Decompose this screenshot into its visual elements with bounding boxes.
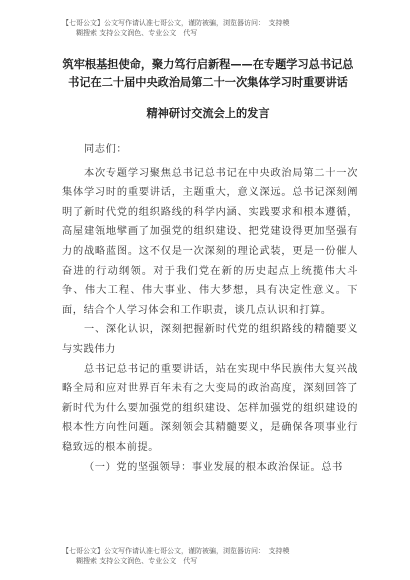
document-subtitle: 精神研讨交流会上的发言: [146, 107, 270, 120]
footer-note-line: 糊搜索 支持公文润色、专业公文 代写: [76, 557, 198, 565]
header-watermark-note: [62, 18, 362, 38]
footer-note-line: 【七哥公文】公文写作请认准七哥公文，谨防被骗，浏览器访问： 支持模: [62, 547, 290, 555]
title-line: 书记在二十届中央政治局第二十一次集体学习时重要讲话: [68, 76, 348, 89]
section-heading: 一、深化认识，深刻把握新时代党的组织路线的精髓要义与实践伟力: [62, 324, 358, 355]
header-note-line: 【七哥公文】公文写作请认准七哥公文，谨防被骗，浏览器访问： 支持模: [62, 19, 290, 27]
greeting: 同志们：: [84, 144, 128, 155]
paragraph: 总书记总书记的重要讲话，站在实现中华民族伟大复兴战略全局和应对世界百年未有之大变局的政治高度，深刻回答了新时代为什么要加强党的组织建设、怎样加强党的组织建设的根本性方向性问题。深刻领会其精髓要义，是确保各项事业行稳致远的根本前提。: [62, 363, 358, 453]
document-title: [58, 56, 358, 92]
title-line: 筑牢根基担使命，聚力笃行启新程——在专题学习总书记总: [62, 58, 354, 71]
subsection-heading: （一）党的坚强领导：事业发展的根本政治保证。总书: [84, 461, 343, 473]
document-body: [62, 130, 358, 477]
header-note-line: 糊搜索 支持公文润色、专业公文 代写: [76, 29, 198, 37]
footer-watermark-note: [62, 546, 362, 566]
paragraph: 本次专题学习聚焦总书记总书记在中央政治局第二十一次集体学习时的重要讲话，主题重大，意义深远。总书记深刻阐明了新时代党的组织路线的科学内涵、实践要求和根本遵循，高屋建瓴地擘画了加强党的组织建设、把党建设得更加坚强有力的战略蓝图。这不仅是一次深刻的理论武装，更是一份催人奋进的行动纲领。对于我们党在新的历史起点上统揽伟大斗争、伟大工程、伟大事业、伟大梦想，具有决定性意义。下面，结合个人学习体会和工作职责，谈几点认识和打算。: [62, 167, 358, 316]
